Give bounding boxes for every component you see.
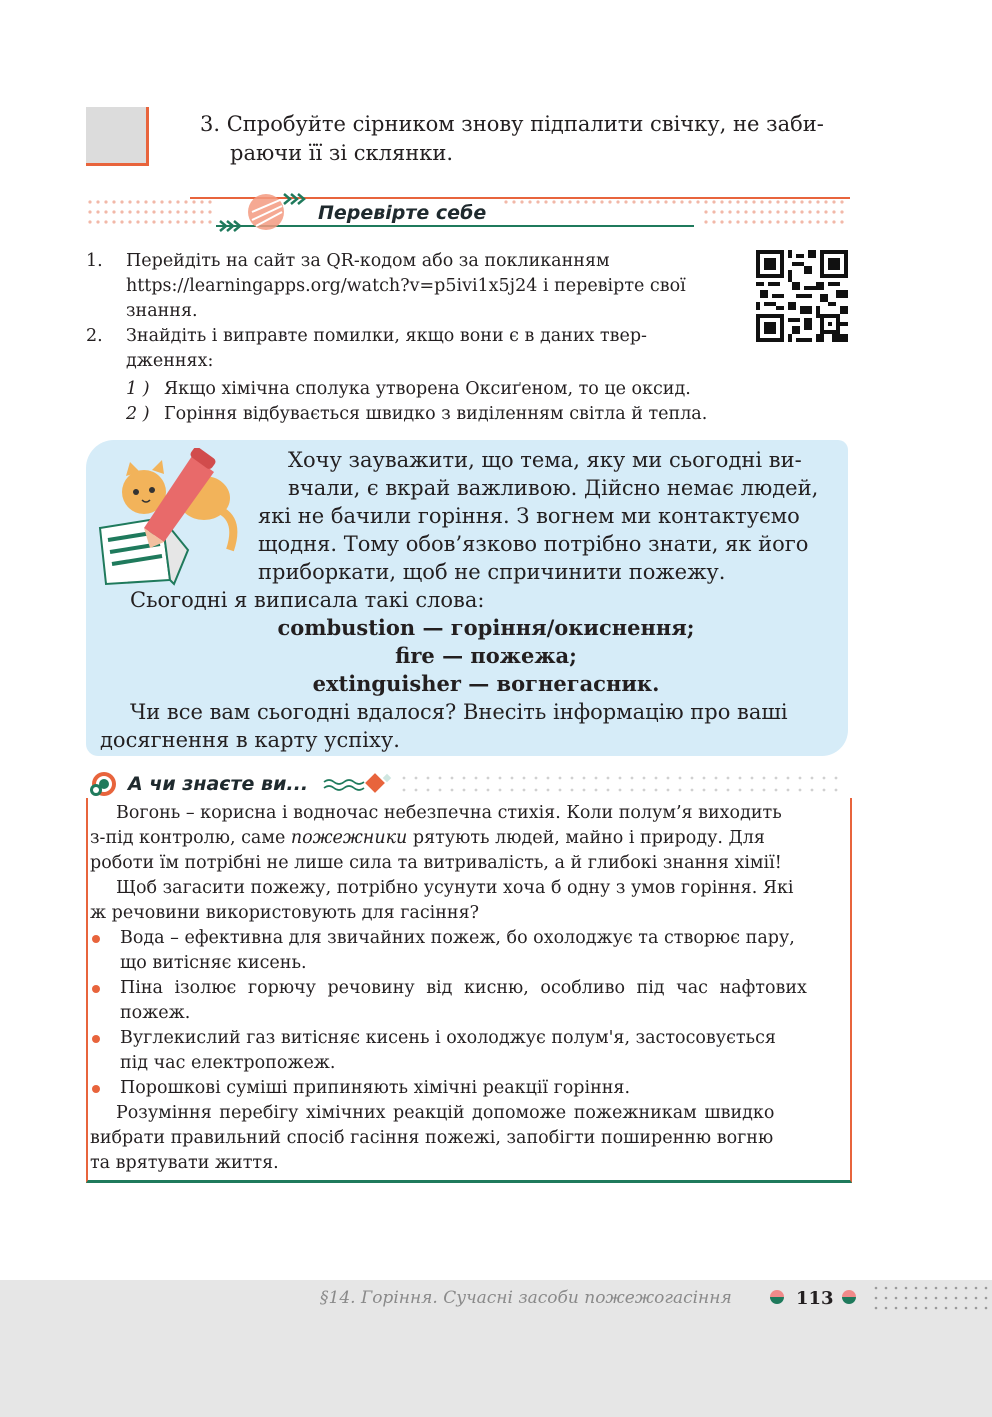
- note-line-3: які не бачили горіння. З вогнем ми контактуємо: [258, 504, 800, 528]
- step-3-text: [200, 110, 860, 168]
- footer-section-title: §14. Горіння. Сучасні засоби пожежогасіння: [320, 1288, 732, 1308]
- note-line-7: Чи все вам сьогодні вдалося? Внесіть інформацію про ваші: [130, 700, 788, 724]
- dyk-bullet-3-line-2: під час електропожеж.: [120, 1053, 336, 1073]
- statement-1-number: 1 ): [126, 379, 150, 399]
- question-2-line-2: дженнях:: [126, 351, 214, 371]
- dyk-firefighters-term: пожежники: [290, 828, 408, 848]
- dyk-bullet-1-line-2: що витісняє кисень.: [120, 953, 307, 973]
- vocab-combustion: combustion — горіння/окиснення;: [277, 615, 695, 640]
- bullet-icon: [92, 985, 100, 993]
- statement-2-number: 2 ): [126, 404, 150, 424]
- dyk-p2-line-2: ж речовини використовують для гасіння?: [90, 903, 480, 923]
- note-line-2: вчали, є вкрай важливою. Дійсно немає людей,: [288, 476, 819, 500]
- question-1-number: 1.: [86, 251, 103, 271]
- dyk-bullet-2-line-1: Піна ізолює горючу речовину від кисню, особливо під час нафтових: [120, 978, 807, 998]
- note-line-8: досягнення в карту успіху.: [100, 728, 400, 752]
- note-line-6: Сьогодні я виписала такі слова:: [130, 588, 485, 612]
- dyk-p3-line-1: Розуміння перебігу хімічних реакцій допоможе пожежникам швидко: [116, 1103, 775, 1123]
- step-3-line-1: 3. Спробуйте сірником знову підпалити свічку, не заби-: [200, 112, 824, 136]
- dyk-bullet-4-line-1: Порошкові суміші припиняють хімічні реакції горіння.: [120, 1078, 631, 1098]
- note-line-5: приборкати, щоб не спричинити пожежу.: [258, 560, 726, 584]
- note-line-1: Хочу зауважити, що тема, яку ми сьогодні ви-: [288, 448, 802, 472]
- note-line-4: щодня. Тому обов’язково потрібно знати, як його: [258, 532, 809, 556]
- decorative-square: [86, 107, 149, 166]
- dyk-p3-line-3: та врятувати життя.: [90, 1153, 279, 1173]
- bullet-icon: [92, 1085, 100, 1093]
- bullet-icon: [92, 935, 100, 943]
- question-1-line-1: Перейдіть на сайт за QR-кодом або за покликанням: [126, 251, 610, 271]
- question-2-number: 2.: [86, 326, 103, 346]
- dyk-p2-line-1: Щоб загасити пожежу, потрібно усунути хоча б одну з умов горіння. Які: [116, 878, 794, 898]
- question-1-line-2: https://learningapps.org/watch?v=p5ivi1x5j24 і перевірте свої: [126, 276, 686, 296]
- dyk-bullet-1-line-1: Вода – ефективна для звичайних пожеж, бо охолоджує та створює пару,: [120, 928, 795, 948]
- footer-dot-pattern: [872, 1284, 990, 1312]
- dyk-p1-line-2c: рятують людей, майно і природу. Для: [407, 828, 765, 848]
- dyk-bullet-3-line-1: Вуглекислий газ витісняє кисень і охолоджує полум'я, застосовується: [120, 1028, 776, 1048]
- dyk-p1-line-1: Вогонь – корисна і водночас небезпечна стихія. Коли полум’я виходить: [116, 803, 782, 823]
- did-you-know-title: А чи знаєте ви...: [128, 773, 309, 795]
- dyk-bullet-2-line-2: пожеж.: [120, 1003, 191, 1023]
- vocab-fire: fire — пожежа;: [395, 643, 577, 668]
- dyk-p1-line-2: [90, 826, 765, 851]
- dyk-p3-line-2: вибрати правильний спосіб гасіння пожежі, запобігти поширенню вогню: [90, 1128, 774, 1148]
- step-3-line-2: раючи її зі склянки.: [230, 141, 454, 165]
- question-2-line-1: Знайдіть і виправте помилки, якщо вони є в даних твер-: [126, 326, 647, 346]
- vocab-extinguisher: extinguisher — вогнегасник.: [312, 671, 660, 696]
- statement-2-text: Горіння відбувається швидко з виділенням світла й тепла.: [164, 404, 708, 424]
- dyk-p1-line-2a: з-під контролю, саме: [90, 828, 291, 848]
- page-number: 113: [796, 1288, 834, 1309]
- check-yourself-title: Перевірте себе: [318, 202, 487, 224]
- footer-dot-right-icon: [842, 1290, 856, 1304]
- cat-with-book-illustration: [92, 448, 242, 588]
- dyk-p1-line-3: роботи їм потрібні не лише сила та витривалість, а й глибокі знання хімії!: [90, 853, 782, 873]
- question-1-line-3: знання.: [126, 301, 198, 321]
- qr-code[interactable]: [756, 250, 848, 342]
- statement-1-text: Якщо хімічна сполука утворена Оксиґеном, то це оксид.: [164, 379, 691, 399]
- footer-dot-left-icon: [770, 1290, 784, 1304]
- bullet-icon: [92, 1035, 100, 1043]
